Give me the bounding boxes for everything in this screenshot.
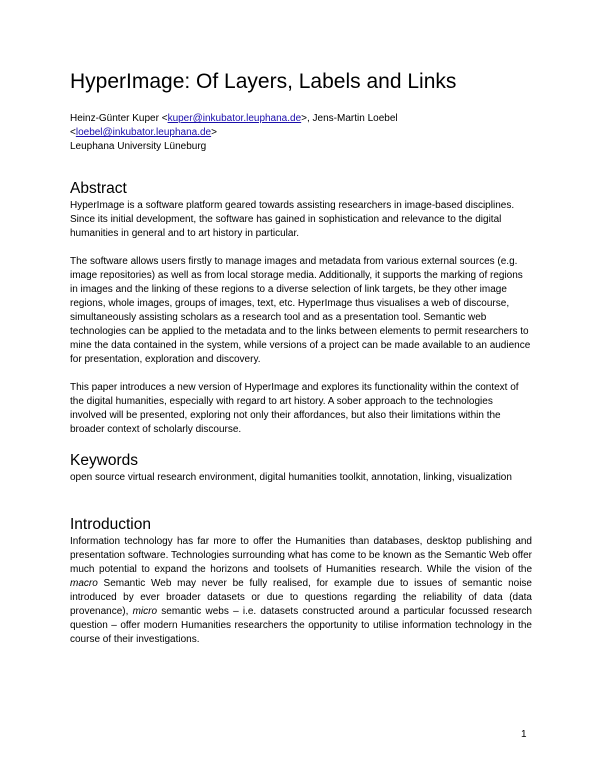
author-1-name: Heinz-Günter Kuper < — [70, 113, 168, 124]
author-2-open: < — [70, 127, 76, 138]
author-2-close: > — [211, 127, 217, 138]
keywords-text: open source virtual research environment, digital humanities toolkit, annotation, linking, visualization — [70, 472, 512, 483]
intro-emphasis-micro: micro — [132, 606, 158, 617]
paper-page — [70, 64, 532, 647]
introduction-heading: Introduction — [70, 516, 151, 533]
abstract-paragraph-1: HyperImage is a software platform geared towards assisting researchers in image-based disciplines. Since its initial development, the software has gained in sophistication and relevance to the digital humanities in general and to art history in particular. — [70, 200, 515, 239]
affiliation: Leuphana University Lüneburg — [70, 141, 207, 152]
intro-emphasis-macro: macro — [70, 578, 98, 589]
author-1-email-link[interactable]: kuper@inkubator.leuphana.de — [167, 113, 302, 124]
author-separator: >, Jens-Martin Loebel — [301, 113, 398, 124]
abstract-paragraph-3: This paper introduces a new version of HyperImage and explores its functionality within the context of the digital humanities, especially with regard to art history. A sober approach to the technologies involved will be presented, exploring not only their affordances, but also their limitations within the broader context of scholarly discourse. — [70, 382, 519, 435]
author-line-2 — [70, 126, 532, 140]
intro-text-part-1: Information technology has far more to offer the Humanities than databases, desktop publishing and presentation software. Technologies surrounding what has come to be known as the Semantic Web offer much potential to expand the horizons and toolsets of Humanities research. While the vision of the — [70, 536, 532, 575]
author-block — [70, 112, 532, 154]
introduction-paragraph — [70, 535, 532, 647]
paper-title: HyperImage: Of Layers, Labels and Links — [70, 70, 457, 93]
intro-text-part-3: semantic webs – i.e. datasets constructed around a particular focussed research question – offer modern Humanities researchers the opportunity to utilise information technology in the course of their investigations. — [70, 606, 532, 645]
author-line-1 — [70, 112, 532, 126]
keywords-heading: Keywords — [70, 452, 139, 469]
page-number: 1 — [521, 729, 527, 740]
abstract-paragraph-2: The software allows users firstly to manage images and metadata from various external sources (e.g. image repositories) as well as from local storage media. Additionally, it supports the marking of regions in images and the linking of these regions to a diverse selection of link targets, be they other image regions, whole images, groups of images, text, etc. HyperImage thus visualises a web of discourse, simultaneously assisting scholars as a research tool and as a presentation tool. Semantic web technologies can be applied to the metadata and to the links between elements to permit researchers to mine the data contained in the system, while versions of a project can be made available to an audience for presentation, exploration and discovery. — [70, 256, 531, 365]
abstract-heading: Abstract — [70, 180, 127, 197]
intro-text-part-2: Semantic Web may never be fully realised, for example due to issues of semantic noise introduced by ever broader datasets or due to questions regarding the reliability of data (data provenance), — [70, 578, 532, 617]
author-2-email-link[interactable]: loebel@inkubator.leuphana.de — [75, 127, 212, 138]
